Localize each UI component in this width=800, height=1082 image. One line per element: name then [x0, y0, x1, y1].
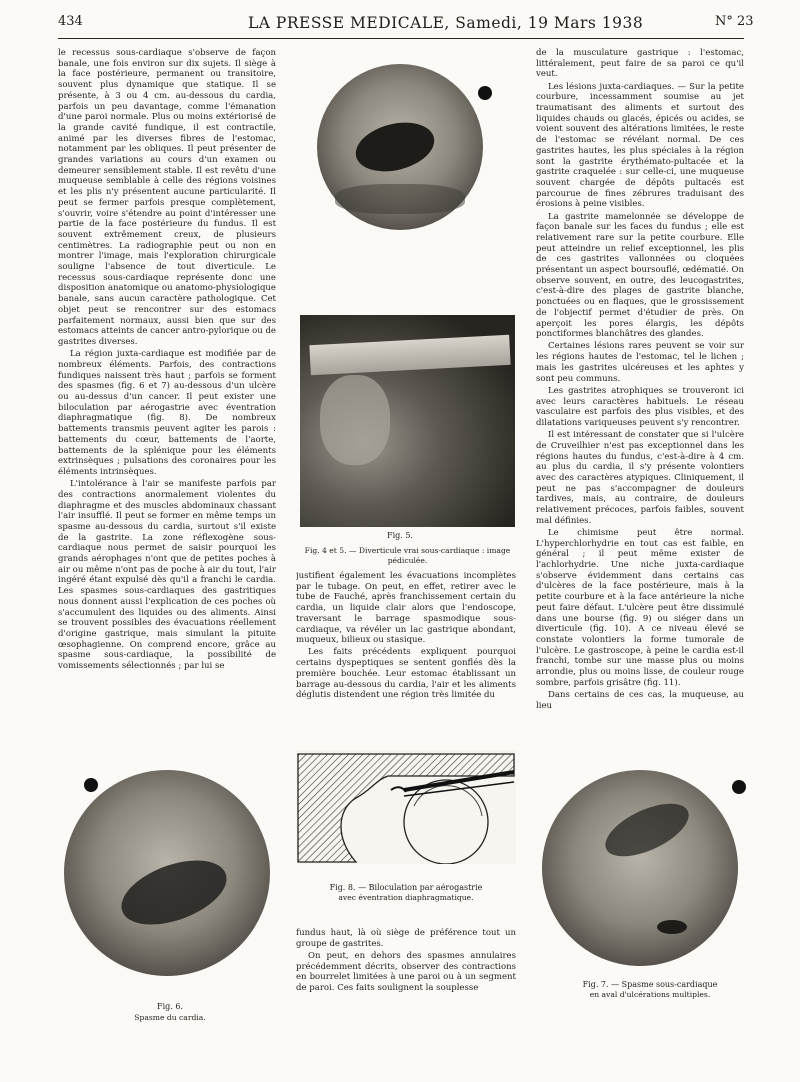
paragraph: fundus haut, là où siège de préférence tout un groupe de gastrites. [296, 928, 516, 949]
paragraph: le recessus sous-cardiaque s'observe de façon banale, une fois environ sur dix sujets. Il siège à la face postérieure, permanent ou transitoire, souvent plus dynamique que statique. Il se présente, à 3 ou 4 cm. au-dessous du cardia, parfois un peu davantage, comme l'émanation d'une paroi normale. Plus ou moins extériorisé de la grande cavité fundique, il est contractile, animé par les diverses fibres de l'estomac, notamment par les obliques. Il peut présenter de grandes variations au cours d'un examen ou demeurer sensiblement stable. Il est revêtu d'une muqueuse semblable à celle des régions voisines et les plis n'y présentent aucune particularité. Il peut se fermer parfois presque complètement, s'ouvrir, voire s'étendre au point d'intéresser une partie de la face postérieure du fundus. Il est souvent extrêmement creux, de plusieurs centimètres. La radiographie peut ou non en montrer l'image, mais l'exploration chirurgicale souligne l'absence de tout diverticule. Le recessus sous-cardiaque représente donc une disposition anatomique ou anatomo-physiologique banale, sans aucun caractère pathologique. Cet objet peut se rencontrer sur des estomacs parfaitement normaux, aussi bien que sur des estomacs atteints de cancer antro-pylorique ou de gastrites diverses. [58, 48, 276, 347]
paragraph: L'intolérance à l'air se manifeste parfois par des contractions anormalement violentes du diaphragme et des muscles abdominaux chassant l'air insufflé. Il peut se former en même temps un spasme au-dessous du cardia, surtout s'il existe de la gastrite. La zone réflexogène sous-cardiaque nous permet de saisir pourquoi les grands aérophages n'ont que de petites poches à air ou même n'ont pas de poche à air du tout, l'air ingéré étant expulsé dès qu'il a franchi le cardia. Les spasmes sous-cardiaques des gastritiques nous donnent aussi l'explication de ces poches où s'accumulent des liquides ou des aliments. Ainsi se trouvent possibles des évacuations réellement d'origine gastrique, mais simulant la pituite œsophagienne. On comprend encore, grâce au spasme sous-cardiaque, la possibilité de vomissements sélectionnés ; par lui se [58, 479, 276, 672]
figure-5-radiograph [300, 315, 515, 527]
figure-4-5-caption: Fig. 4 et 5. — Diverticule vrai sous-cardiaque : image pédiculée. [304, 546, 511, 565]
figure-4-gastroscopic-image [317, 64, 483, 230]
figure-7-label: Fig. 7. — Spasme sous-cardiaque [582, 980, 718, 989]
figure-8-diagram [296, 750, 516, 864]
paragraph-lesions-heading: Les lésions juxta-cardiaques. — Sur la petite courbure, incessamment soumise au jet traumatisant des aliments et surtout des liquides chauds ou glacés, épicés ou acides, se voient souvent des altérations limitées, le reste de l'estomac se révélant normal. De ces gastrites hautes, les plus spéciales à la région sont la gastrite érythémato-pultacée et la gastrite craquelée : sur celle-ci, une muqueuse souvent chargée de dépôts pultacés est parcourue de fines zébrures traduisant des érosions à peine visibles. [536, 81, 744, 210]
figure-8-caption: avec éventration diaphragmatique. [338, 893, 474, 902]
paragraph: Il est intéressant de constater que si l'ulcère de Cruveilhier n'est pas exceptionnel dans les régions hautes du fundus, c'est-à-dire à 4 cm. au plus du cardia, il s'y présente volontiers avec des caractères atypiques. Cliniquement, il peut ne pas s'accompagner de douleurs tardives, mais, au contraire, de douleurs relativement précoces, parfois faibles, souvent mal définies. [536, 430, 744, 526]
paragraph: Certaines lésions rares peuvent se voir sur les régions hautes de l'estomac, tel le lichen ; mais les gastrites ulcéreuses et les aphtes y sont peu communs. [536, 341, 744, 384]
paragraph: Dans certains de ces cas, la muqueuse, au lieu [536, 689, 744, 711]
column-middle-bottom [296, 928, 516, 1040]
paragraph: Les faits précédents expliquent pourquoi certains dyspeptiques se sentent gonflés dès la première bouchée. Leur estomac établissant un barrage au-dessous du cardia, l'air et les aliments déglutis distendent une région très limitée du [296, 647, 516, 701]
scope-knob [732, 780, 746, 794]
paragraph: On peut, en dehors des spasmes annulaires précédemment décrits, observer des contractions en bourrelet limitées à une paroi ou à un segment de paroi. Ces faits soulignent la souplesse [296, 950, 516, 994]
figure-6-gastroscopic-image [64, 770, 270, 976]
header-rule [58, 38, 744, 39]
issue-number: N° 23 [715, 14, 754, 29]
paragraph: La région juxta-cardiaque est modifiée par de nombreux éléments. Parfois, des contractions fundiques naissent très haut ; parfois se forment des spasmes (fig. 6 et 7) au-dessous d'un ulcère ou au-dessus d'un cancer. Il peut exister une biloculation par aérogastrie avec éventration diaphragmatique (fig. 8). De nombreux battements transmis peuvent agiter les parois : battements du cœur, battements de l'aorte, battements de la splénique pour les éléments extrinsèques ; pulsations des coronaires pour les éléments intrinsèques. [58, 349, 276, 477]
figure-7-gastroscopic-image [542, 770, 738, 966]
paragraph: de la musculature gastrique : l'estomac, littéralement, peut faire de sa paroi ce qu'il veut. [536, 48, 744, 80]
paragraph: justifient également les évacuations incomplètes par le tubage. On peut, en effet, retirer avec le tube de Fauché, après franchissement certain du cardia, un liquide clair alors que l'endoscope, traversant le barrage spasmodique sous-cardiaque, va révéler un lac gastrique abondant, muqueux, bilieux ou stasique. [296, 571, 516, 646]
journal-title: LA PRESSE MEDICALE, Samedi, 19 Mars 1938 [248, 14, 644, 32]
paragraph: La gastrite mamelonnée se développe de façon banale sur les faces du fundus ; elle est relativement rare sur la petite courbure. Elle peut atteindre un relief exceptionnel, les plis de ces gastrites vallonnées ou cloquées présentant un aspect boursouflé, œdématié. On observe souvent, en outre, des leucogastrites, c'est-à-dire des plages de gastrite blanche, ponctuées ou en flaques, que le grossissement de l'objectif permet d'étudier de près. On aperçoit les pores élargis, les dépôts ponctiformes blanchâtres des glandes. [536, 211, 744, 340]
column-left [58, 48, 276, 752]
figure-8-label: Fig. 8. — Biloculation par aérogastrie [329, 883, 483, 892]
column-right [536, 48, 744, 754]
column-middle [296, 571, 516, 755]
figure-5-label: Fig. 5. [387, 531, 413, 540]
paragraph: Les gastrites atrophiques se trouveront ici avec leurs caractères habituels. Le réseau vasculaire est parfois des plus visibles, et des dilatations variqueuses peuvent s'y rencontrer. [536, 385, 744, 428]
scope-knob [84, 778, 98, 792]
figure-7-caption: en aval d'ulcérations multiples. [589, 990, 711, 999]
scope-knob [478, 86, 492, 100]
figure-6-caption: Spasme du cardia. [134, 1013, 206, 1022]
paragraph: Le chimisme peut être normal. L'hyperchlorhydrie en tout cas est faible, en général ; il peut même exister de l'achlorhydrie. Une niche juxta-cardiaque s'observe évidemment dans certains cas d'ulcères de la face postérieure, mais à la petite courbure et à la face antérieure la niche peut faire défaut. L'ulcère peut être dissimulé dans une bourse (fig. 9) ou siéger dans un diverticule (fig. 10). A ce niveau élevé se constate volontiers la forme tumorale de l'ulcère. Le gastroscope, à peine le cardia est-il franchi, tombe sur une masse plus ou moins arrondie, plus ou moins lisse, de couleur rouge sombre, parfois grisâtre (fig. 11). [536, 527, 744, 688]
figure-6-label: Fig. 6. [157, 1002, 183, 1011]
page-number: 434 [58, 14, 83, 29]
page-header [0, 14, 800, 38]
